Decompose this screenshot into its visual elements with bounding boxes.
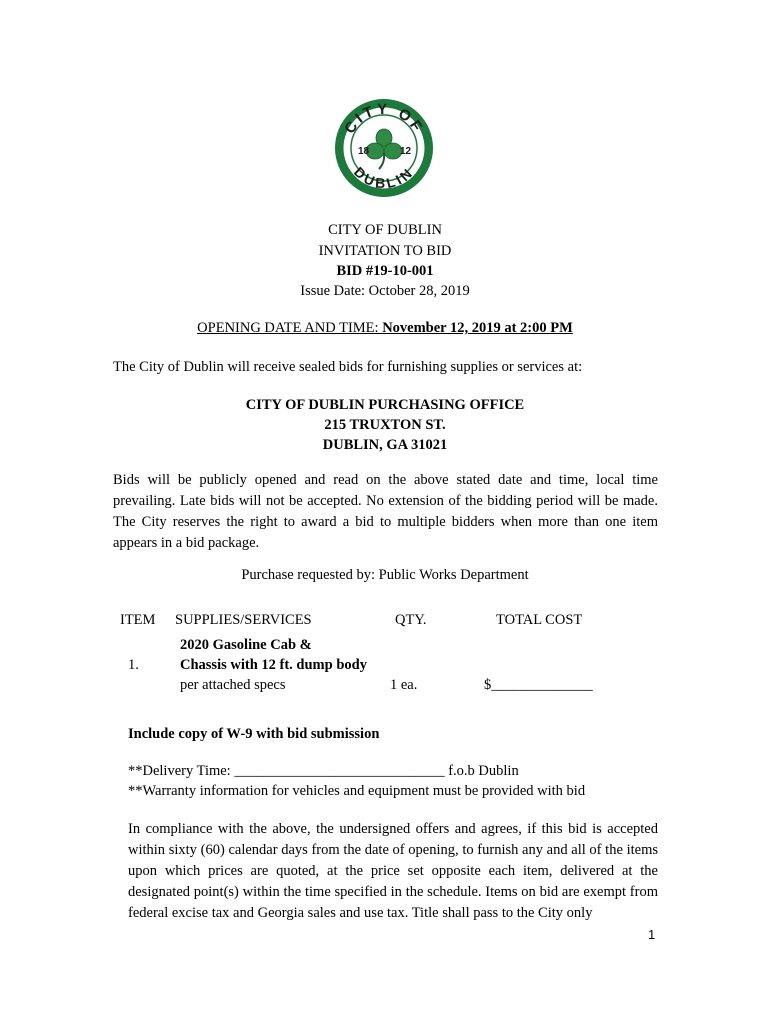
office-name: CITY OF DUBLIN PURCHASING OFFICE bbox=[245, 397, 525, 413]
opening-value: November 12, 2019 at 2:00 PM bbox=[382, 320, 573, 336]
intro-text: The City of Dublin will receive sealed bids for furnishing supplies or services at: bbox=[113, 359, 583, 375]
opening-date-line bbox=[0, 320, 770, 337]
page-number: 1 bbox=[648, 927, 656, 942]
seal-bottom-text: DUBLIN bbox=[350, 163, 418, 192]
warranty-note: **Warranty information for vehicles and equipment must be provided with bid bbox=[128, 783, 586, 799]
row-desc-line1: 2020 Gasoline Cab & bbox=[180, 637, 312, 653]
row-item-number: 1. bbox=[128, 657, 139, 673]
w9-note: Include copy of W-9 with bid submission bbox=[128, 726, 380, 742]
col-header-supplies: SUPPLIES/SERVICES bbox=[175, 612, 312, 628]
col-header-total-cost: TOTAL COST bbox=[496, 612, 583, 628]
seal-right-number: 12 bbox=[400, 146, 412, 157]
header-invitation: INVITATION TO BID bbox=[318, 243, 452, 259]
row-total-cost-blank[interactable]: $______________ bbox=[484, 677, 593, 693]
header-issue-date: Issue Date: October 28, 2019 bbox=[300, 283, 470, 299]
office-city-state: DUBLIN, GA 31021 bbox=[322, 437, 448, 453]
city-of-dublin-seal bbox=[333, 97, 435, 199]
delivery-time-line[interactable]: **Delivery Time: _____________________________ f.o.b Dublin bbox=[128, 763, 519, 779]
header-city: CITY OF DUBLIN bbox=[328, 222, 442, 238]
row-qty: 1 ea. bbox=[390, 677, 418, 693]
bids-paragraph: Bids will be publicly opened and read on the above stated date and time, local time prevailing. Late bids will not be accepted. No extension of the bidding period will be made. The City reserves the right to award a bid to multiple bidders when more than one item appears in a bid package. bbox=[113, 472, 658, 551]
seal-left-number: 18 bbox=[358, 146, 370, 157]
requested-by: Purchase requested by: Public Works Department bbox=[241, 567, 529, 583]
row-desc-line2: Chassis with 12 ft. dump body bbox=[180, 657, 367, 673]
col-header-qty: QTY. bbox=[395, 612, 427, 628]
office-street: 215 TRUXTON ST. bbox=[324, 417, 446, 433]
col-header-item: ITEM bbox=[120, 612, 156, 628]
row-desc-line3: per attached specs bbox=[180, 677, 286, 693]
compliance-paragraph: In compliance with the above, the undersigned offers and agrees, if this bid is accepted within sixty (60) calendar days from the date of opening, to furnish any and all of the items upon which prices are quoted, at the price set opposite each item, delivered at the designated point(s) within the time specified in the schedule. Items on bid are exempt from federal excise tax and Georgia sales and use tax. Title shall pass to the City only bbox=[128, 821, 658, 921]
seal-top-text: CITY OF bbox=[341, 100, 427, 137]
header-bid-number: BID #19-10-001 bbox=[336, 263, 434, 279]
opening-label: OPENING DATE AND TIME: bbox=[197, 320, 383, 336]
